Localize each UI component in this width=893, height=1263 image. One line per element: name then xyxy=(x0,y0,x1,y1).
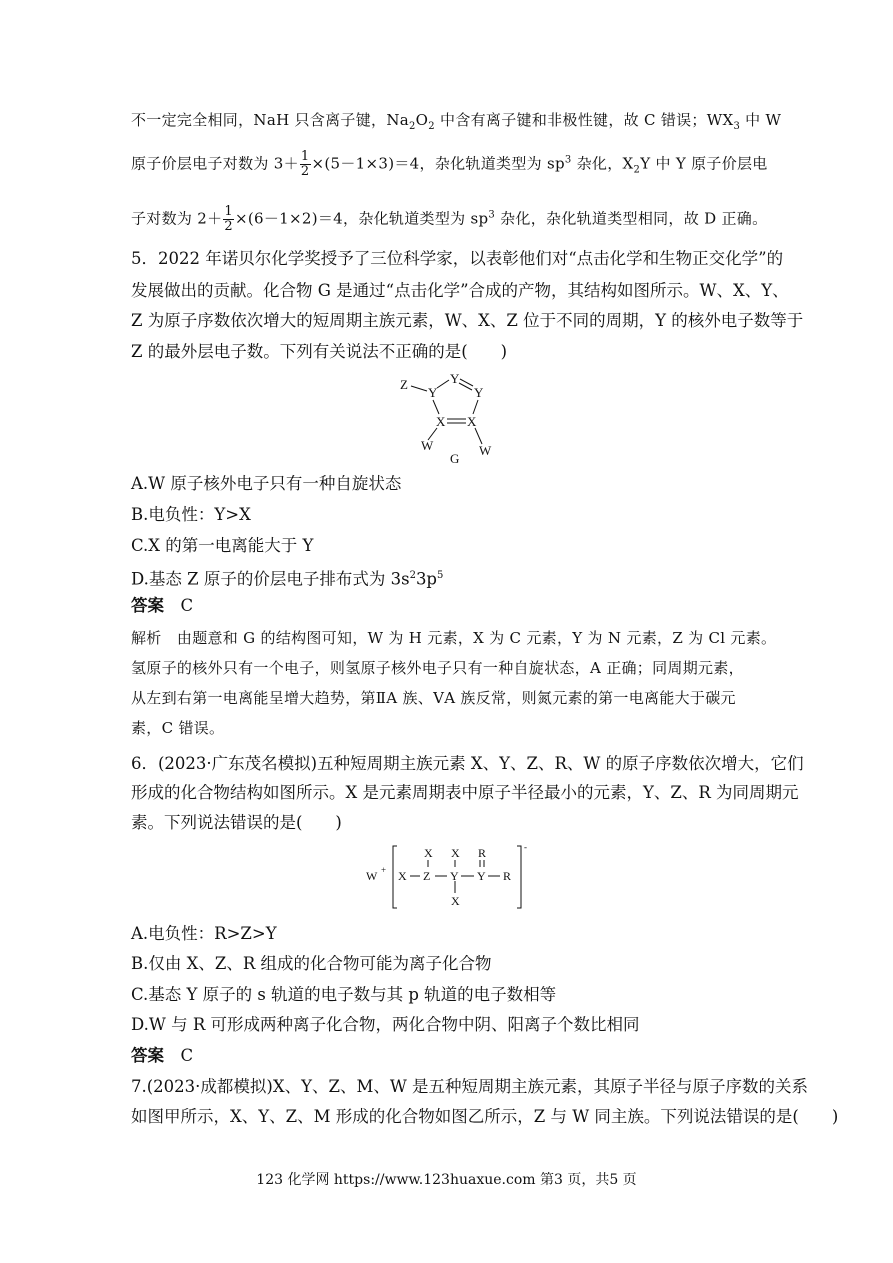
solution-text-line: 不一定完全相同，NaH 只含离子键，$Na_2O_2$ 中含有离子键和非极性键，故 C 错误；$WX_3$ 中 W xyxy=(131,111,782,132)
bond-line xyxy=(475,428,482,444)
atom-y: Y xyxy=(450,371,460,386)
option-d: D.基态 Z 原子的价层电子排布式为 $3s^23p^5$ xyxy=(131,569,444,589)
solution-text-line: 子对数为 2＋ $\frac{1}{2}$ ×(6－1×2)＝4，杂化轨道类型为 $sp^3$ 杂化，杂化轨道类型相同，故 D 正确。 xyxy=(131,204,768,234)
solution-text-line: 原子价层电子对数为 3＋ $\frac{1}{2}$ ×(5－1×3)＝4，杂化轨道类型为 $sp^3$ 杂化，$X_2Y$ 中 Y 原子价层电 xyxy=(131,149,768,179)
atom-x: X xyxy=(424,846,433,860)
option-b: B.电负性：Y>X xyxy=(131,505,251,524)
bond-line xyxy=(433,400,439,414)
bond-line xyxy=(411,386,427,391)
question-5-stem: Z 为原子序数依次增大的短周期主族元素，W、X、Z 位于不同的周期，Y 的核外电子数等于 xyxy=(131,311,804,330)
fraction: $\frac{1}{2}$ xyxy=(224,204,233,234)
atom-y: Y xyxy=(477,869,486,883)
atom-x: X xyxy=(467,414,477,429)
answer-label: 答案 xyxy=(131,1046,164,1065)
atom-y: Y xyxy=(474,385,484,400)
charge-plus: + xyxy=(381,865,387,875)
atom-y: Y xyxy=(450,869,459,883)
compound-structure-q6 xyxy=(360,840,540,915)
answer-line xyxy=(131,1046,193,1066)
page-footer: 123 化学网 https://www.123huaxue.com 第3 页，共5 页 xyxy=(256,1172,637,1188)
question-7-stem: 如图甲所示，X、Y、Z、M 形成的化合物如图乙所示，Z 与 W 同主族。下列说法错误的是( ) xyxy=(131,1107,839,1126)
question-6-stem: 素。下列说法错误的是( ) xyxy=(131,813,342,832)
bracket-right xyxy=(517,846,521,908)
solution-text-line: 从左到右第一电离能呈增大趋势，第ⅡA 族、ⅤA 族反常，则氮元素的第一电离能大于碳元 xyxy=(131,689,736,707)
bracket-left xyxy=(393,846,397,908)
question-6-stem: 6．(2023·广东茂名模拟)五种短周期主族元素 X、Y、Z、R、W 的原子序数依次增大，它们 xyxy=(131,754,804,773)
atom-x: X xyxy=(451,846,460,860)
question-5-stem: 5．2022 年诺贝尔化学奖授予了三位科学家，以表彰他们对“点击化学和生物正交化学”的 xyxy=(131,249,784,268)
answer-label: 答案 xyxy=(131,596,164,615)
question-5-stem: 发展做出的贡献。化合物 G 是通过“点击化学”合成的产物，其结构如图所示。W、X、Y、 xyxy=(131,281,789,300)
option-b: B.仅由 X、Z、R 组成的化合物可能为离子化合物 xyxy=(131,954,492,973)
charge-minus: - xyxy=(524,842,527,852)
compound-g-structure xyxy=(390,368,510,468)
bond-line xyxy=(473,400,478,414)
atom-w: W xyxy=(479,443,492,458)
question-6-stem: 形成的化合物结构如图所示。X 是元素周期表中原子半径最小的元素，Y、Z、R 为同周期元 xyxy=(131,783,799,802)
solution-text-line: 解析 由题意和 G 的结构图可知，W 为 H 元素，X 为 C 元素，Y 为 N 元素，Z 为 Cl 元素。 xyxy=(131,629,777,647)
option-d: D.W 与 R 可形成两种离子化合物，两化合物中阴、阳离子个数比相同 xyxy=(131,1015,640,1034)
atom-y: Y xyxy=(428,385,438,400)
answer-value: C xyxy=(180,1046,194,1065)
atom-x: X xyxy=(436,414,446,429)
atom-r: R xyxy=(503,869,512,883)
atom-x: X xyxy=(398,869,407,883)
bond-line xyxy=(437,380,449,388)
answer-value: C xyxy=(180,596,194,615)
atom-x: X xyxy=(451,894,460,908)
atom-r: R xyxy=(478,846,487,860)
answer-line xyxy=(131,596,193,616)
option-a: A.电负性：R>Z>Y xyxy=(131,924,277,943)
atom-z: Z xyxy=(400,377,408,392)
option-a: A.W 原子核外电子只有一种自旋状态 xyxy=(131,474,402,493)
compound-label: G xyxy=(450,451,460,466)
question-5-stem: Z 的最外层电子数。下列有关说法不正确的是( ) xyxy=(131,342,508,361)
solution-text-line: 氢原子的核外只有一个电子，则氢原子核外电子只有一种自旋状态，A 正确；同周期元素， xyxy=(131,659,744,677)
solution-text-line: 素，C 错误。 xyxy=(131,719,225,737)
option-c: C.X 的第一电离能大于 Y xyxy=(131,536,314,555)
fraction: $\frac{1}{2}$ xyxy=(300,149,310,179)
atom-w: W xyxy=(421,438,434,453)
option-c: C.基态 Y 原子的 s 轨道的电子数与其 p 轨道的电子数相等 xyxy=(131,985,557,1004)
atom-z: Z xyxy=(423,869,431,883)
question-7-stem: 7.(2023·成都模拟)X、Y、Z、M、W 是五种短周期主族元素，其原子半径与原子序数的关系 xyxy=(131,1077,809,1096)
atom-w: W xyxy=(366,869,378,883)
